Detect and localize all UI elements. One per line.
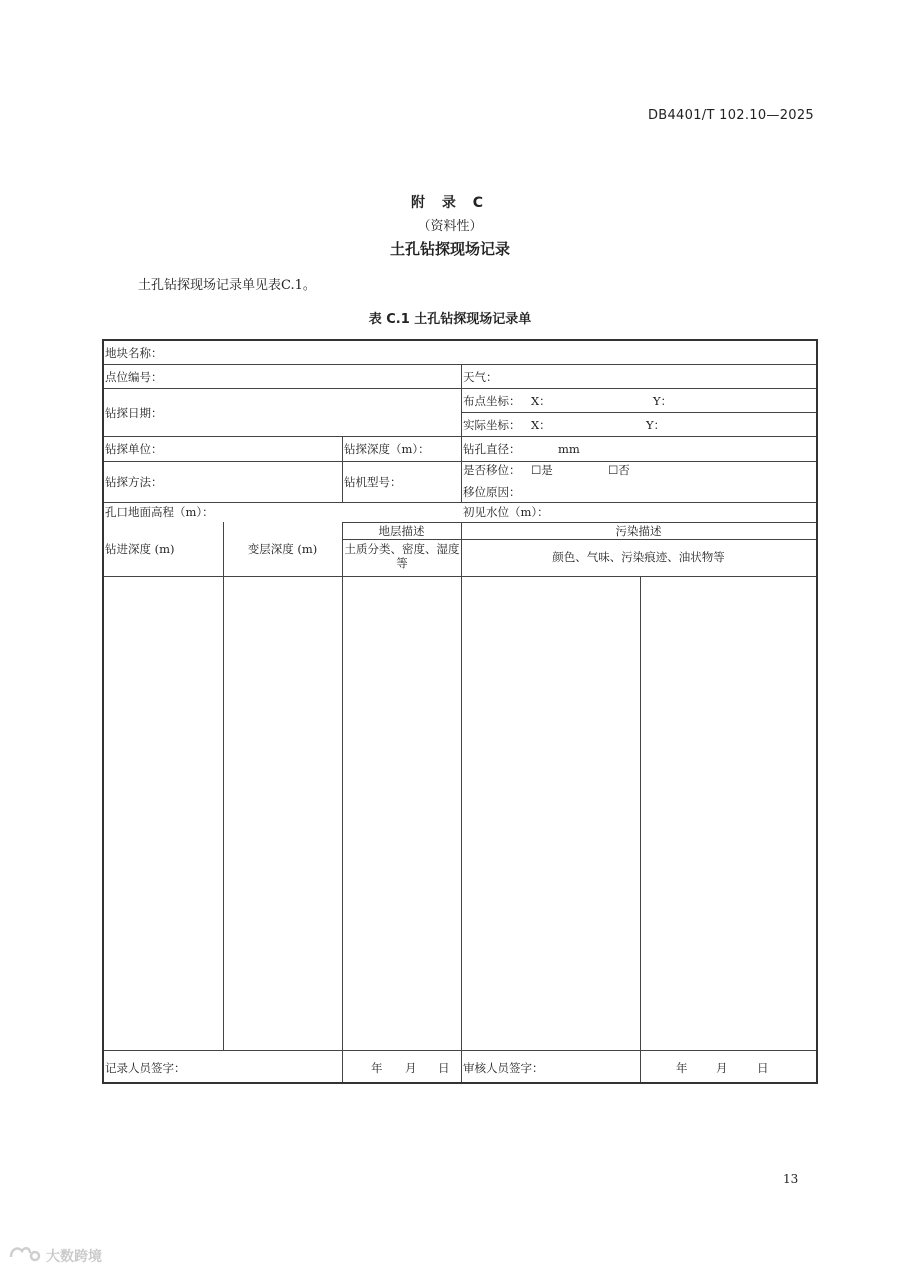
col-pollution-header: 污染描述 bbox=[615, 524, 662, 538]
recorder-sign-label: 记录人员签字： bbox=[105, 1061, 186, 1075]
planned-y-label: Y： bbox=[653, 394, 673, 408]
drill-unit-label: 钻探单位： bbox=[105, 442, 163, 456]
column-divider bbox=[342, 522, 343, 1082]
column-divider bbox=[461, 522, 462, 1082]
planned-coord-label: 布点坐标： bbox=[463, 394, 521, 408]
watermark bbox=[8, 1243, 102, 1269]
recorder-date-month: 月 bbox=[405, 1061, 417, 1075]
column-divider bbox=[342, 436, 343, 502]
actual-y-label: Y： bbox=[646, 418, 666, 432]
water-level-label: 初见水位（m）： bbox=[463, 505, 549, 519]
hole-diameter-label: 钻孔直径： bbox=[463, 442, 521, 456]
column-divider bbox=[223, 522, 224, 1050]
row-divider bbox=[342, 539, 816, 540]
column-divider bbox=[461, 364, 462, 502]
watermark-logo-icon bbox=[8, 1243, 42, 1269]
drilling-record-form bbox=[102, 339, 818, 1084]
column-divider bbox=[640, 576, 641, 1082]
watermark-text: 大数跨境 bbox=[46, 1249, 102, 1265]
row-divider bbox=[104, 436, 816, 437]
drill-date-label: 钻探日期： bbox=[105, 406, 163, 420]
row-divider bbox=[104, 502, 816, 503]
reviewer-date-day: 日 bbox=[757, 1061, 769, 1075]
row-divider bbox=[104, 1050, 816, 1051]
recorder-date-day: 日 bbox=[438, 1061, 450, 1075]
col-stratum-detail: 土质分类、密度、湿度等 bbox=[344, 542, 460, 570]
intro-paragraph: 土孔钻探现场记录单见表C.1。 bbox=[138, 278, 316, 293]
row-divider bbox=[104, 388, 816, 389]
appendix-title: 附 录 C bbox=[410, 195, 490, 211]
relocate-reason-label: 移位原因： bbox=[463, 485, 521, 499]
weather-label: 天气： bbox=[463, 370, 498, 384]
drill-depth-label: 钻探深度（m）： bbox=[344, 442, 430, 456]
actual-x-label: X： bbox=[531, 418, 551, 432]
reviewer-date-month: 月 bbox=[716, 1061, 728, 1075]
plot-name-label: 地块名称： bbox=[105, 346, 163, 360]
relocated-yes-checkbox[interactable]: ☐是 bbox=[531, 463, 553, 477]
relocated-label: 是否移位： bbox=[463, 463, 521, 477]
row-divider bbox=[342, 522, 816, 523]
planned-x-label: X： bbox=[531, 394, 551, 408]
reviewer-date-year: 年 bbox=[676, 1061, 688, 1075]
col-drill-depth-header: 钻进深度 (m) bbox=[105, 542, 175, 556]
row-divider bbox=[461, 412, 816, 413]
diameter-unit: mm bbox=[558, 442, 580, 456]
row-divider bbox=[104, 576, 816, 577]
appendix-type: （资料性） bbox=[417, 219, 483, 234]
appendix-subtitle: 土孔钻探现场记录 bbox=[389, 240, 510, 258]
row-divider bbox=[104, 461, 816, 462]
row-divider bbox=[104, 364, 816, 365]
relocated-no-checkbox[interactable]: ☐否 bbox=[608, 463, 630, 477]
document-number: DB4401/T 102.10—2025 bbox=[647, 108, 814, 123]
col-stratum-header: 地层描述 bbox=[378, 524, 425, 538]
rig-model-label: 钻机型号： bbox=[344, 475, 402, 489]
point-number-label: 点位编号： bbox=[105, 370, 163, 384]
col-layer-depth-header: 变层深度 (m) bbox=[247, 542, 318, 556]
actual-coord-label: 实际坐标： bbox=[463, 418, 521, 432]
col-pollution-detail: 颜色、气味、污染痕迹、油状物等 bbox=[552, 550, 725, 564]
page-number: 13 bbox=[783, 1172, 799, 1186]
drill-method-label: 钻探方法： bbox=[105, 475, 163, 489]
elevation-label: 孔口地面高程（m）： bbox=[105, 505, 214, 519]
table-caption: 表 C.1 土孔钻探现场记录单 bbox=[368, 312, 532, 327]
reviewer-sign-label: 审核人员签字： bbox=[463, 1061, 544, 1075]
recorder-date-year: 年 bbox=[371, 1061, 383, 1075]
